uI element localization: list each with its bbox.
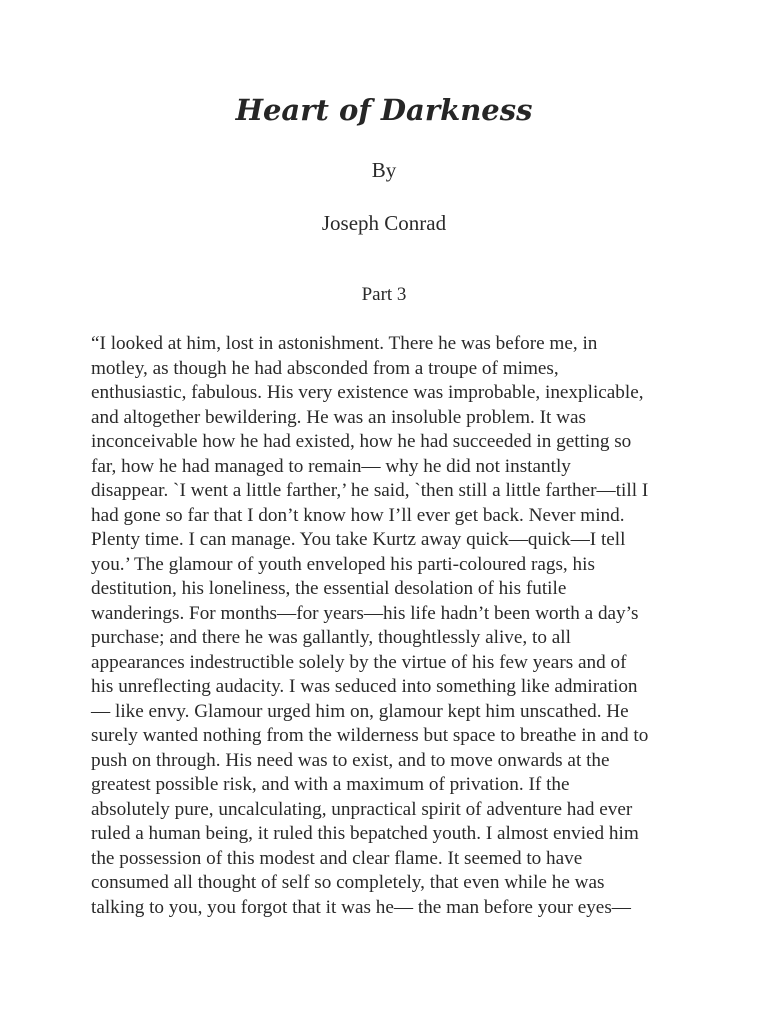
passage-line: far, how he had managed to remain— why he did not instantly bbox=[91, 455, 571, 477]
passage-line: talking to you, you forgot that it was he— the man before your eyes— bbox=[91, 896, 631, 918]
passage-line: consumed all thought of self so completely, that even while he was bbox=[91, 872, 605, 893]
passage-line: enthusiastic, fabulous. His very existence was improbable, inexplicable, bbox=[91, 382, 644, 403]
byline-by: By bbox=[371, 158, 397, 182]
author-name: Joseph Conrad bbox=[321, 211, 447, 235]
passage-line: — like envy. Glamour urged him on, glamour kept him unscathed. He bbox=[91, 700, 629, 722]
passage-line: wanderings. For months—for years—his life hadn’t been worth a day’s bbox=[91, 602, 639, 624]
passage-line: appearances indestructible solely by the virtue of his few years and of bbox=[91, 651, 627, 673]
passage-line: “I looked at him, lost in astonishment. There he was before me, in bbox=[91, 333, 598, 354]
passage-line: greatest possible risk, and with a maximum of privation. If the bbox=[91, 774, 570, 795]
passage-line: disappear. `I went a little farther,’ he said, `then still a little farther—till I bbox=[91, 480, 649, 501]
passage-line: ruled a human being, it ruled this bepatched youth. I almost envied him bbox=[91, 823, 639, 844]
passage-line: push on through. His need was to exist, and to move onwards at the bbox=[91, 749, 610, 771]
passage-line: Plenty time. I can manage. You take Kurtz away quick—quick—I tell bbox=[91, 529, 626, 550]
passage-line: absolutely pure, uncalculating, unpractical spirit of adventure had ever bbox=[91, 798, 633, 820]
part-heading: Part 3 bbox=[361, 284, 407, 305]
passage-line: and altogether bewildering. He was an insoluble problem. It was bbox=[91, 406, 587, 428]
passage-line: inconceivable how he had existed, how he had succeeded in getting so bbox=[91, 431, 632, 452]
passage-line: had gone so far that I don’t know how I’ll ever get back. Never mind. bbox=[91, 504, 625, 526]
passage-line: motley, as though he had absconded from a troupe of mimes, bbox=[91, 357, 559, 379]
passage-line: surely wanted nothing from the wilderness but space to breathe in and to bbox=[91, 725, 649, 746]
passage-line: his unreflecting audacity. I was seduced into something like admiration bbox=[91, 676, 638, 697]
passage-line: you.’ The glamour of youth enveloped his parti-coloured rags, his bbox=[91, 553, 595, 575]
passage-text bbox=[91, 332, 691, 920]
passage-line: purchase; and there he was gallantly, thoughtlessly alive, to all bbox=[91, 627, 571, 648]
book-title: Heart of Darkness bbox=[235, 93, 533, 127]
passage-line: destitution, his loneliness, the essential desolation of his futile bbox=[91, 578, 567, 599]
passage-line: the possession of this modest and clear flame. It seemed to have bbox=[91, 847, 583, 869]
